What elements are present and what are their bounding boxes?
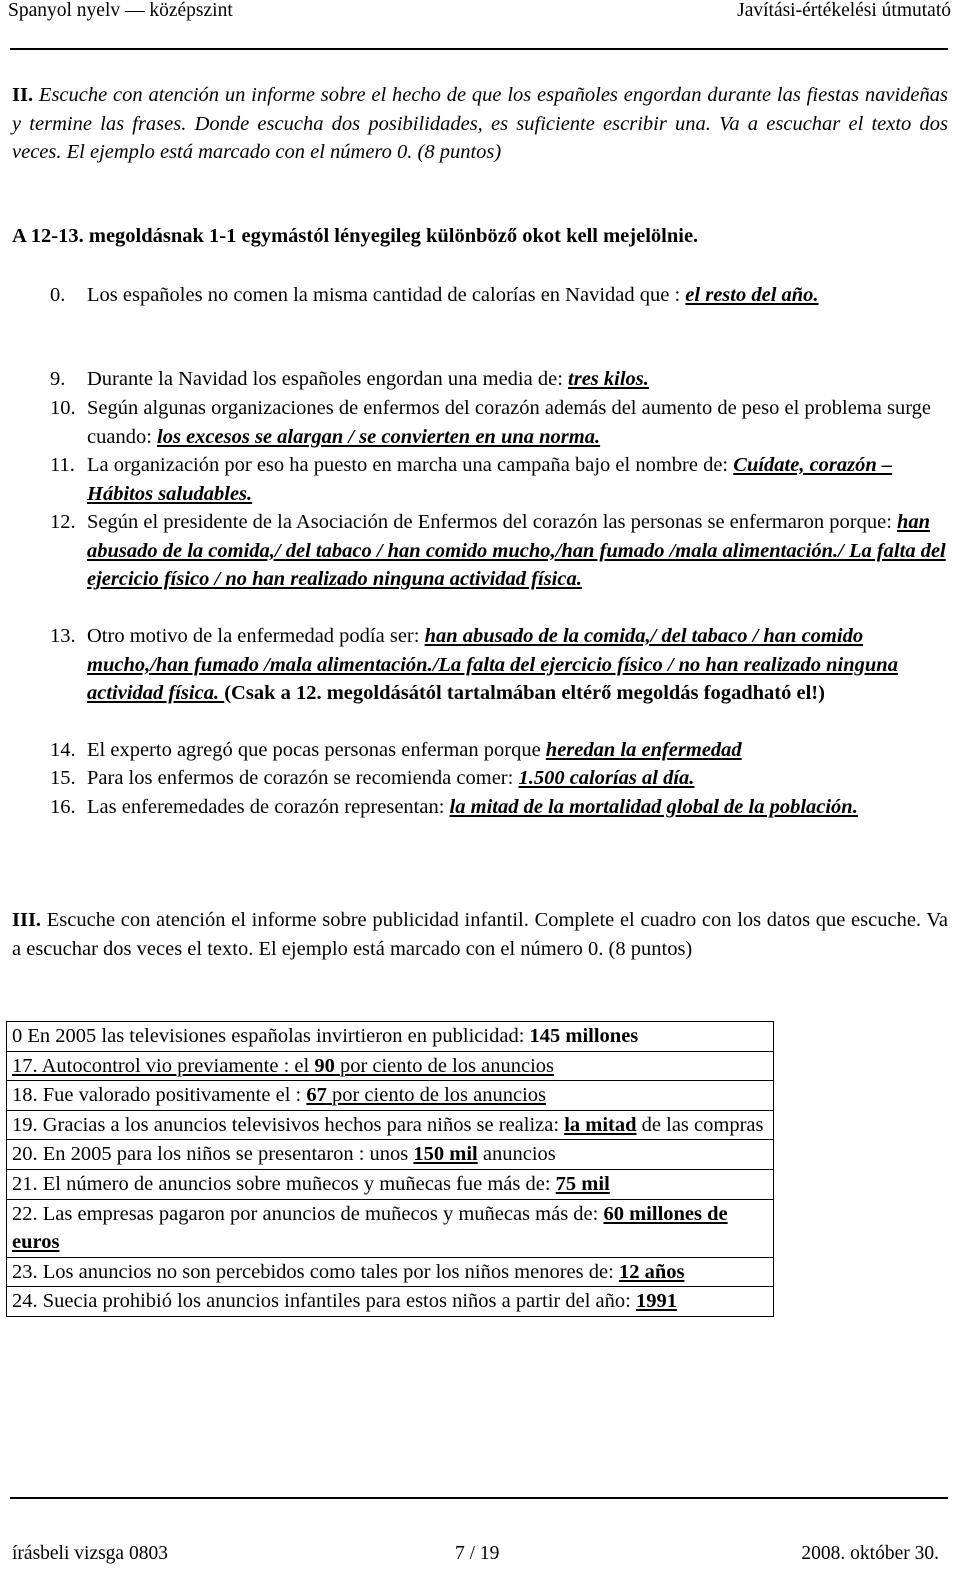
header-subject: Spanyol nyelv — középszint (8, 0, 233, 21)
list-item: 14. El experto agregó que pocas personas enferman porque heredan la enfermedad (50, 739, 742, 761)
answer: 150 mil (413, 1143, 478, 1166)
answer: 90 (314, 1054, 335, 1077)
table-row: 20. En 2005 para los niños se presentaron : unos 150 mil anuncios (7, 1140, 774, 1170)
answer-table (6, 1021, 774, 1317)
list-item: 0. Los españoles no comen la misma cantidad de calorías en Navidad que : el resto del año. (50, 284, 819, 306)
answer: 75 mil (555, 1172, 610, 1195)
section3-instruction (12, 906, 948, 963)
answer: 60 millones de euros (12, 1202, 728, 1254)
answer: han abusado de la comida,/ del tabaco / han comido mucho,/han fumado /mala alimentación./La falta del ejercicio físico / no han realizado ninguna actividad física. (87, 625, 898, 705)
answer: Cuídate, corazón – Hábitos saludables. (87, 454, 893, 505)
answer: la mitad (564, 1113, 637, 1136)
answer: los excesos se alargan / se convierten en una norma. (157, 425, 601, 448)
answer: la mitad de la mortalidad global de la población. (449, 796, 858, 818)
answer: han abusado de la comida,/ del tabaco / han comido mucho,/han fumado /mala alimentación./ La falta del ejercicio físico / no han realizado ninguna actividad física. (87, 511, 946, 591)
table-row: 22. Las empresas pagaron por anuncios de muñecos y muñecas más de: 60 millones de euros (7, 1199, 774, 1257)
table-row: 17. Autocontrol vio previamente : el 90 por ciento de los anuncios (7, 1051, 774, 1081)
table-row: 18. Fue valorado positivamente el : 67 por ciento de los anuncios (7, 1081, 774, 1111)
answer: 12 años (618, 1260, 685, 1283)
footer-page-number: 7 / 19 (455, 1543, 500, 1564)
footer-exam-code: írásbeli vizsga 0803 (12, 1543, 168, 1564)
list-item: 13. Otro motivo de la enfermedad podía ser: han abusado de la comida,/ del tabaco / han comido mucho,/han fumado /mala alimentación./La falta del ejercicio físico / no han realizado ninguna actividad física. (Csak a 12. megoldásától tartalmában eltérő megoldás fogadható el!) (50, 625, 898, 705)
table-row: 0 En 2005 las televisiones españolas invirtieron en publicidad: 145 millones (7, 1022, 774, 1052)
list-item: 12. Según el presidente de la Asociación de Enfermos del corazón las personas se enfermaron porque: han abusado de la comida,/ del tabaco / han comido mucho,/han fumado /mala alimentación./ La falta del ejercicio físico / no han realizado ninguna actividad física. (50, 511, 946, 591)
list-item: 15. Para los enfermos de corazón se recomienda comer: 1.500 calorías al día. (50, 767, 695, 789)
table-row: 21. El número de anuncios sobre muñecos y muñecas fue más de: 75 mil (7, 1169, 774, 1199)
answer: tres kilos. (568, 368, 649, 390)
table-row: 19. Gracias a los anuncios televisivos hechos para niños se realiza: la mitad de las compras (7, 1110, 774, 1140)
list-item: 16. Las enferemedades de corazón representan: la mitad de la mortalidad global de la población. (50, 796, 858, 818)
section2-instruction-text: Escuche con atención un informe sobre el hecho de que los españoles engordan durante las fiestas navideñas y termine las frases. Donde escucha dos posibilidades, es suficiente escribir una. Va a escuchar el texto dos veces. El ejemplo está marcado con el número 0. (8 puntos) (12, 84, 949, 164)
section2-note: A 12-13. megoldásnak 1-1 egymástól lényegileg különböző okot kell mejelölnie. (12, 225, 699, 247)
table-row: 24. Suecia prohibió los anuncios infantiles para estos niños a partir del año: 1991 (7, 1287, 774, 1317)
table-row: 23. Los anuncios no son percebidos como tales por los niños menores de: 12 años (7, 1257, 774, 1287)
answer: 1991 (635, 1290, 677, 1313)
footer-divider (10, 1497, 948, 1499)
section3-instruction-text: Escuche con atención el informe sobre publicidad infantil. Complete el cuadro con los datos que escuche. Va a escuchar dos veces el texto. El ejemplo está marcado con el número 0. (8 puntos) (12, 909, 949, 960)
list-item: 11. La organización por eso ha puesto en marcha una campaña bajo el nombre de: Cuídate, corazón – Hábitos saludables. (50, 454, 893, 505)
section2-roman: II. (12, 84, 34, 106)
list-item: 9. Durante la Navidad los españoles engordan una media de: tres kilos. (50, 368, 649, 390)
section2-instruction (12, 81, 948, 167)
answer: 145 millones (529, 1025, 639, 1047)
answer: 1.500 calorías al día. (518, 767, 695, 789)
answer: 67 (306, 1084, 327, 1107)
header-divider (10, 48, 948, 50)
footer-date: 2008. október 30. (801, 1543, 939, 1564)
header-doc-type: Javítási-értékelési útmutató (737, 0, 951, 21)
answer: el resto del año. (685, 284, 819, 306)
answer: heredan la enfermedad (545, 739, 742, 761)
list-item: 10. Según algunas organizaciones de enfermos del corazón además del aumento de peso el problema surge cuando: los excesos se alargan / se convierten en una norma. (50, 397, 932, 448)
answer-note: (Csak a 12. megoldásától tartalmában eltérő megoldás fogadható el!) (224, 682, 825, 705)
section3-roman: III. (12, 909, 42, 931)
